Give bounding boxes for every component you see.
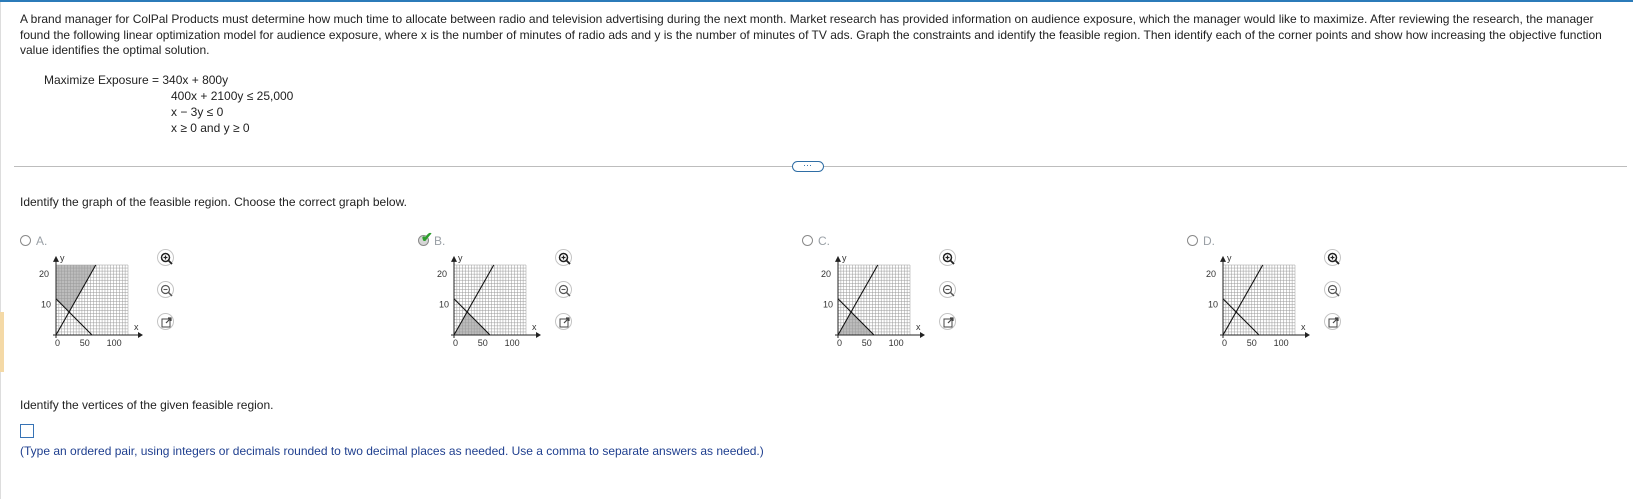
option-c[interactable]	[802, 232, 982, 372]
zoom-in-button[interactable]	[1324, 249, 1341, 266]
left-border	[0, 2, 1, 499]
y-axis-label: y	[458, 252, 463, 263]
zoom-out-button[interactable]	[555, 281, 572, 298]
y-axis-arrow	[451, 256, 457, 262]
y-axis-arrow	[1220, 256, 1226, 262]
y-axis-arrow	[53, 256, 59, 262]
zoom-out-icon	[160, 284, 173, 297]
constraint-3: x ≥ 0 and y ≥ 0	[171, 121, 250, 135]
option-c-label: C.	[818, 234, 830, 248]
y-axis-arrow	[835, 256, 841, 262]
y-tick-label: 10	[1208, 299, 1219, 310]
x-axis-arrow	[920, 332, 925, 338]
option-a[interactable]	[20, 232, 200, 372]
x-tick-label: 50	[1246, 338, 1257, 348]
feasible-region-graph-a[interactable]	[26, 250, 151, 355]
zoom-out-button[interactable]	[1324, 281, 1341, 298]
vertices-answer-input[interactable]	[20, 424, 34, 438]
objective-function: Maximize Exposure = 340x + 800y	[44, 73, 229, 87]
x-tick-label: 0	[837, 338, 843, 348]
y-axis-label: y	[1227, 252, 1232, 263]
open-new-window-icon	[558, 316, 571, 329]
y-tick-label: 20	[1206, 269, 1217, 280]
left-scroll-marker	[0, 312, 4, 372]
y-tick-label: 20	[437, 269, 448, 280]
answer-hint: (Type an ordered pair, using integers or decimals rounded to two decimal places as needed. Use a comma to separate answers as needed.)	[20, 444, 764, 458]
problem-intro: A brand manager for ColPal Products must determine how much time to allocate between radio and television advertising during the next month. Market research has provided information on audience exposure, which the manager would like to maximize. After reviewing the research, the manager found the following linear optimization model for audience exposure, where x is the number of minutes of radio ads and y is the number of minutes of TV ads. Graph the constraints and identify the feasible region. Then identify each of the corner points and show how increasing the objective function value identifies the optimal solution.	[20, 12, 1602, 57]
feasible-region	[454, 312, 490, 335]
x-tick-label: 100	[888, 338, 904, 348]
x-tick-label: 100	[1273, 338, 1289, 348]
y-axis-label: y	[60, 252, 65, 263]
option-b[interactable]	[418, 229, 598, 372]
y-tick-label: 20	[39, 269, 50, 280]
radio-option-d[interactable]	[1187, 235, 1198, 246]
top-accent-bar	[0, 0, 1633, 2]
y-tick-label: 10	[823, 299, 834, 310]
zoom-in-icon	[942, 252, 955, 265]
constraint-1: 400x + 2100y ≤ 25,000	[171, 89, 294, 103]
x-axis-arrow	[138, 332, 143, 338]
open-new-window-button[interactable]	[1324, 313, 1341, 330]
y-axis-label: y	[842, 252, 847, 263]
lp-model	[44, 72, 293, 136]
x-tick-label: 0	[453, 338, 459, 348]
expand-more-button[interactable]: ⋯	[792, 161, 824, 172]
open-new-window-icon	[160, 316, 173, 329]
feasible-region-graph-d[interactable]	[1193, 250, 1318, 355]
feasible-region-graph-b[interactable]	[424, 250, 549, 355]
open-new-window-icon	[1327, 316, 1340, 329]
zoom-in-icon	[558, 252, 571, 265]
x-axis-label: x	[532, 322, 537, 332]
constraint-2: x − 3y ≤ 0	[171, 105, 224, 119]
y-tick-label: 10	[439, 299, 450, 310]
x-tick-label: 100	[504, 338, 520, 348]
option-d-label: D.	[1203, 234, 1215, 248]
x-tick-label: 50	[861, 338, 872, 348]
x-axis-label: x	[916, 322, 921, 332]
y-tick-label: 20	[821, 269, 832, 280]
y-tick-label: 10	[41, 299, 52, 310]
x-tick-label: 0	[1222, 338, 1228, 348]
option-d[interactable]	[1187, 232, 1367, 372]
zoom-in-button[interactable]	[555, 249, 572, 266]
question-1-prompt: Identify the graph of the feasible region. Choose the correct graph below.	[20, 195, 407, 209]
option-b-label: B.	[434, 234, 446, 248]
zoom-in-icon	[1327, 252, 1340, 265]
open-new-window-button[interactable]	[157, 313, 174, 330]
x-axis-arrow	[536, 332, 541, 338]
x-tick-label: 100	[106, 338, 122, 348]
feasible-region-graph-c[interactable]	[808, 250, 933, 355]
open-new-window-button[interactable]	[555, 313, 572, 330]
correct-check-icon: ✔	[421, 229, 433, 245]
zoom-in-button[interactable]	[157, 249, 174, 266]
zoom-out-button[interactable]	[939, 281, 956, 298]
zoom-out-icon	[1327, 284, 1340, 297]
option-a-label: A.	[36, 234, 48, 248]
question-2-prompt: Identify the vertices of the given feasible region.	[20, 398, 274, 412]
x-tick-label: 0	[55, 338, 61, 348]
open-new-window-button[interactable]	[939, 313, 956, 330]
radio-option-a[interactable]	[20, 235, 31, 246]
x-axis-label: x	[1301, 322, 1306, 332]
x-axis-label: x	[134, 322, 139, 332]
zoom-out-button[interactable]	[157, 281, 174, 298]
x-tick-label: 50	[477, 338, 488, 348]
x-axis-arrow	[1305, 332, 1310, 338]
zoom-out-icon	[942, 284, 955, 297]
zoom-out-icon	[558, 284, 571, 297]
feasible-region	[838, 312, 874, 335]
radio-option-c[interactable]	[802, 235, 813, 246]
zoom-in-icon	[160, 252, 173, 265]
open-new-window-icon	[942, 316, 955, 329]
x-tick-label: 50	[79, 338, 90, 348]
zoom-in-button[interactable]	[939, 249, 956, 266]
